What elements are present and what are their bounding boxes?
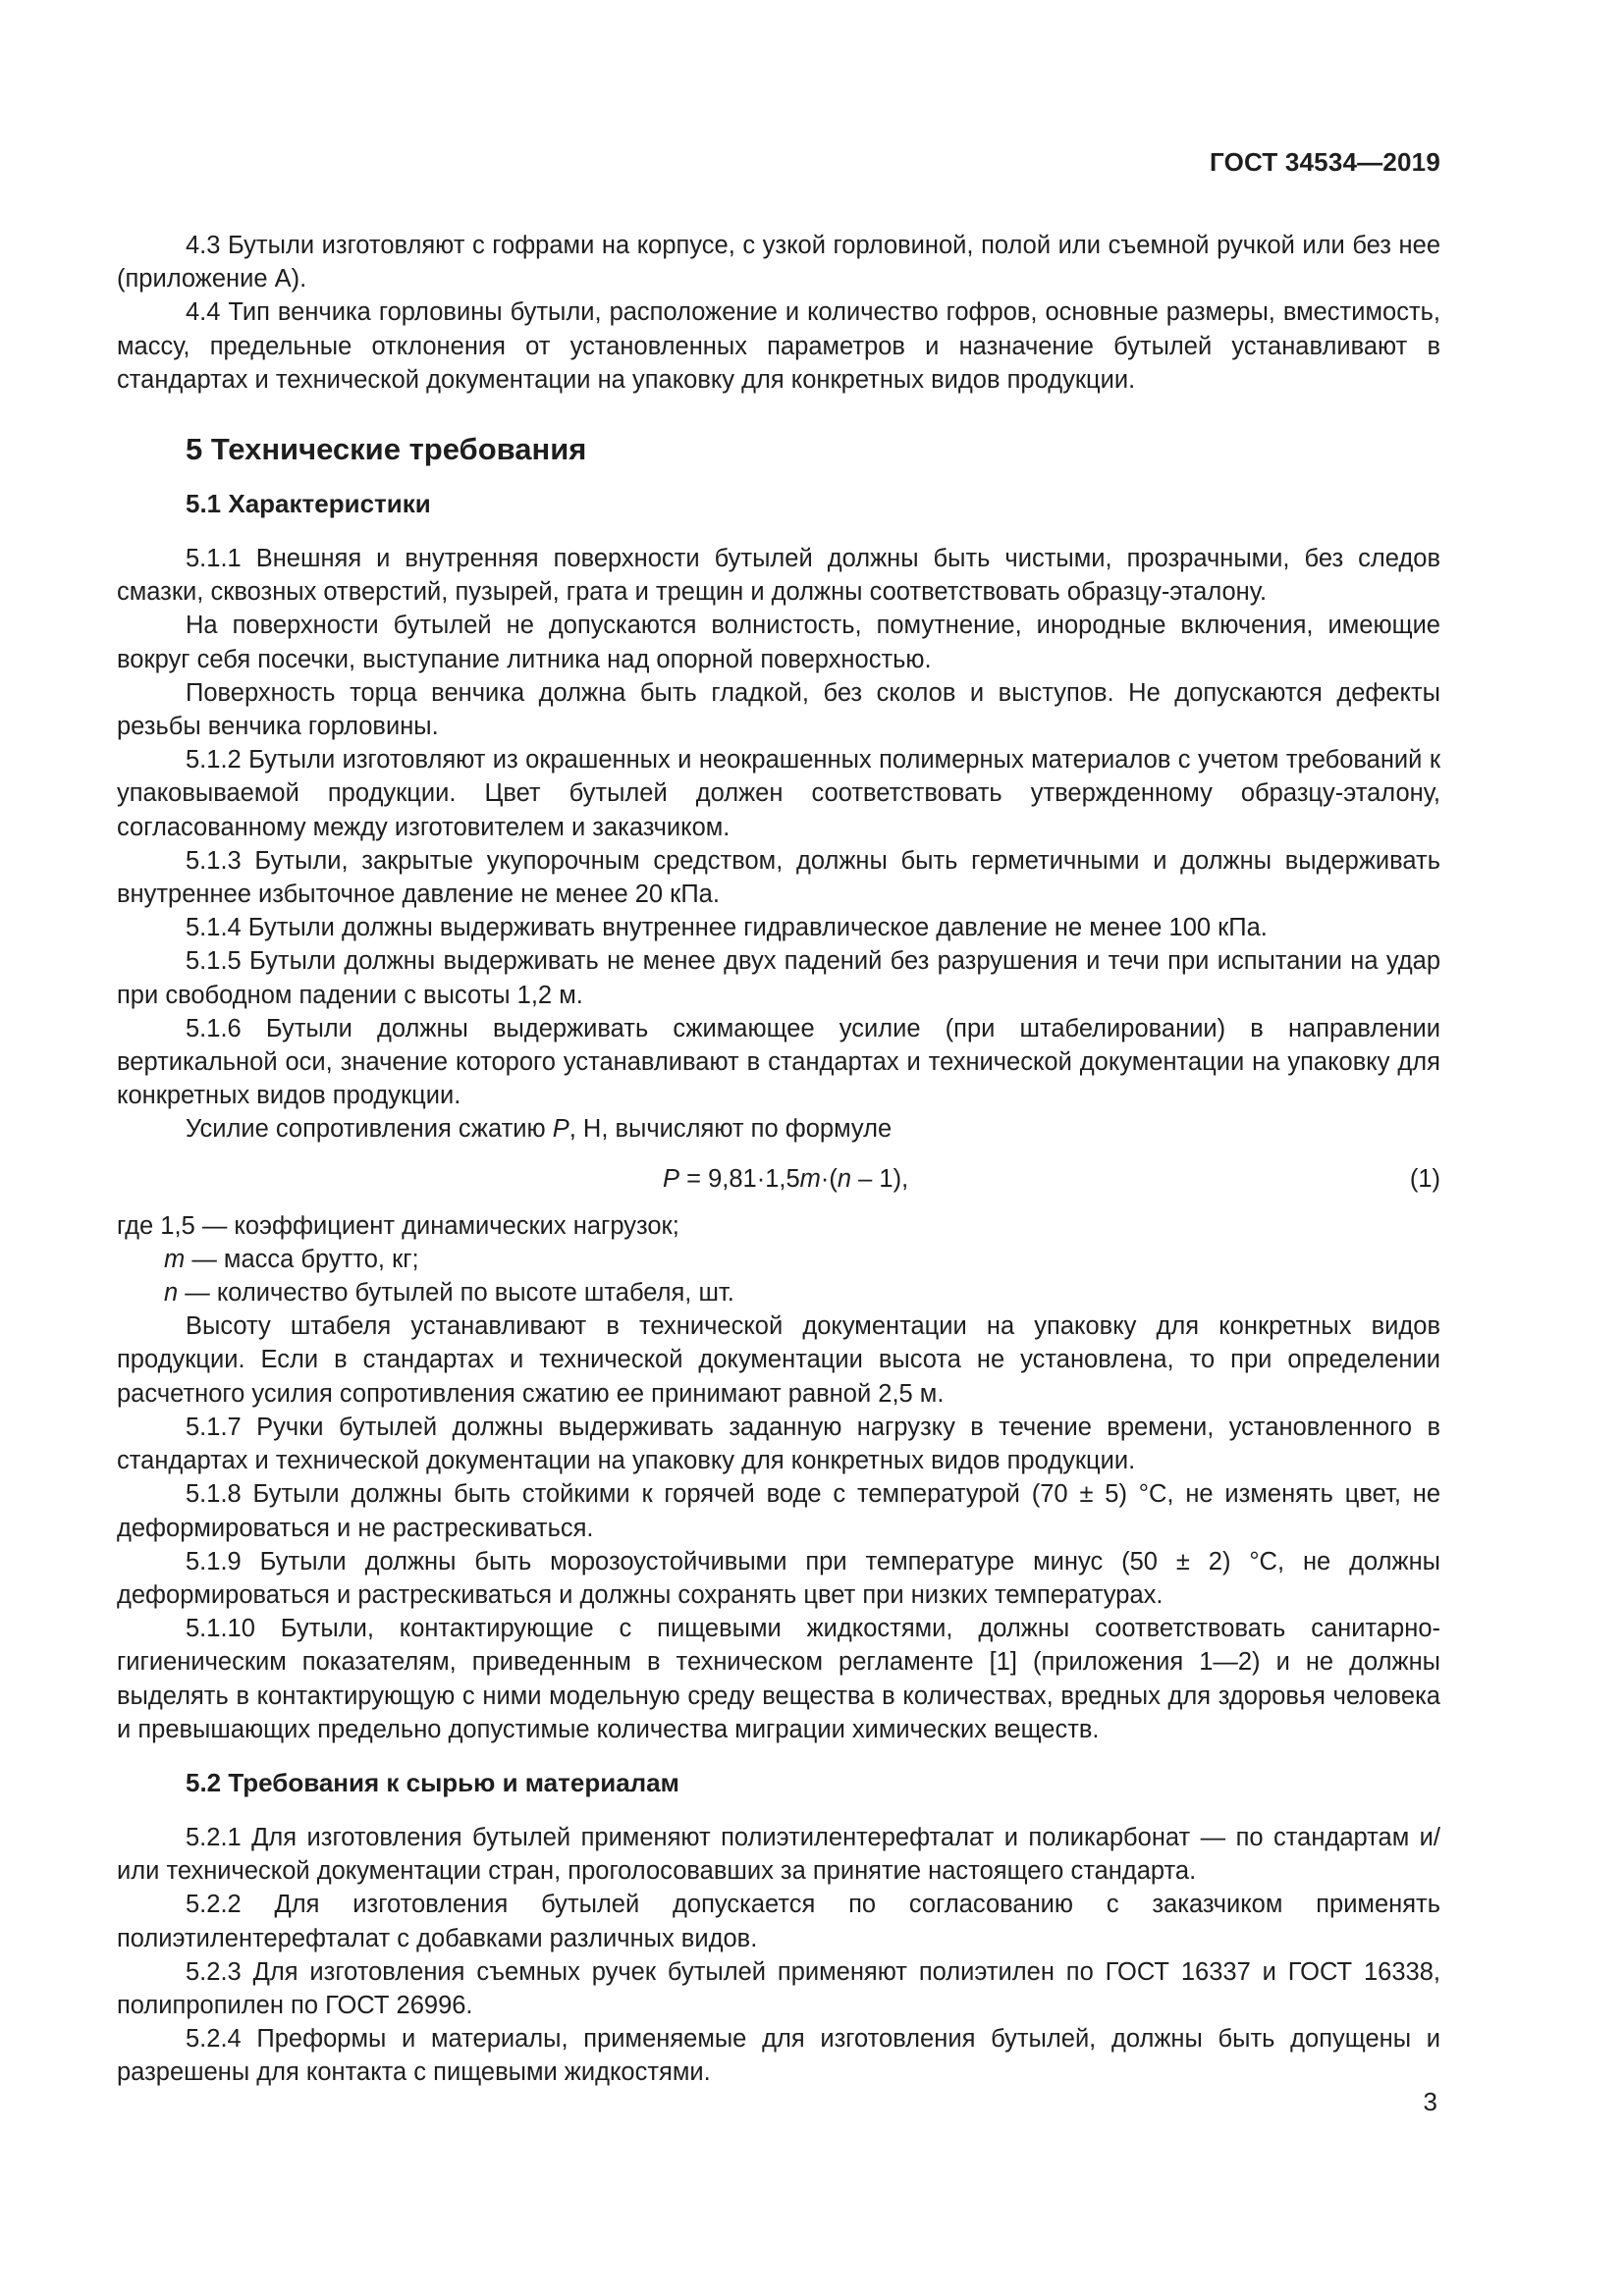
paragraph-5-2-2: 5.2.2 Для изготовления бутылей допускается по согласованию с заказчиком применять полиэтилентерефталат с добавками различных видов. — [117, 1891, 1440, 1952]
paragraph-5-1-8: 5.1.8 Бутыли должны быть стойкими к горячей воде с температурой (70 ± 5) °С, не изменять цвет, не деформироваться и не растрескиваться. — [117, 1480, 1440, 1542]
paragraph-5-1-5: 5.1.5 Бутыли должны выдерживать не менее двух падений без разрушения и течи при испытании на удар при свободном падении с высоты 1,2 м. — [117, 947, 1440, 1009]
section-5-title: 5 Технические требования — [186, 432, 587, 467]
formula-var-m: m — [799, 1164, 821, 1193]
where-mass-text: — масса брутто, кг; — [185, 1245, 419, 1273]
where-coefficient: где 1,5 — коэффициент динамических нагрузок; — [117, 1211, 679, 1240]
formula-part-1: = 9,81·1,5 — [679, 1164, 800, 1193]
where-count — [117, 1276, 1440, 1309]
paragraph-5-1-9: 5.1.9 Бутыли должны быть морозоустойчивыми при температуре минус (50 ± 2) °С, не должны деформироваться и растрескиваться и должны сохранять цвет при низких температурах. — [117, 1547, 1440, 1609]
paragraph-5-2-4: 5.2.4 Преформы и материалы, применяемые для изготовления бутылей, должны быть допущены и разрешены для контакта с пищевыми жидкостями. — [117, 2025, 1440, 2087]
paragraph-5-1-1-surface: На поверхности бутылей не допускаются волнистость, помутнение, инородные включения, имеющие вокруг себя посечки, выступание литника над опорной поверхностью. — [117, 612, 1440, 673]
formula-number: (1) — [1409, 1164, 1440, 1193]
formula-lhs: P — [663, 1164, 680, 1193]
where-mass-variable: m — [164, 1245, 186, 1273]
formula-part-2: ·( — [820, 1164, 838, 1193]
paragraph-5-1-7: 5.1.7 Ручки бутылей должны выдерживать заданную нагрузку в течение времени, установленного в стандартах и технической документации на упаковку для конкретных видов продукции. — [117, 1413, 1440, 1475]
paragraph-5-2-1: 5.2.1 Для изготовления бутылей применяют полиэтилентерефталат и поликарбонат — по стандартам и/или технической документации стран, проголосовавших за принятие настоящего стандарта. — [117, 1823, 1440, 1886]
formula-row — [117, 1162, 1440, 1196]
paragraph-4-4: 4.4 Тип венчика горловины бутыли, расположение и количество гофров, основные размеры, вместимость, массу, предельные отклонения от установленных параметров и назначение бутылей устанавливают в стандартах и технической документации на упаковку для конкретных видов продукции. — [117, 298, 1440, 394]
formula-part-3: – 1), — [851, 1164, 909, 1193]
where-count-text: — количество бутылей по высоте штабеля, шт. — [178, 1279, 734, 1308]
formula-intro — [117, 1112, 1440, 1146]
formula-intro-variable: P — [552, 1115, 569, 1144]
paragraph-5-1-3: 5.1.3 Бутыли, закрытые укупорочным средством, должны быть герметичными и должны выдерживать внутреннее избыточное давление не менее 20 кПа. — [117, 846, 1440, 909]
page-number: 3 — [1423, 2087, 1437, 2116]
paragraph-5-1-4: 5.1.4 Бутыли должны выдерживать внутреннее гидравлическое давление не менее 100 кПа. — [186, 914, 1268, 942]
subsection-5-2-title: 5.2 Требования к сырью и материалам — [186, 1767, 679, 1797]
where-count-variable: n — [164, 1279, 179, 1308]
document-body — [117, 229, 1440, 2090]
paragraph-5-1-10: 5.1.10 Бутыли, контактирующие с пищевыми жидкостями, должны соответствовать санитарно-гигиеническим показателям, приведенным в техническом регламенте [1] (приложения 1—2) и не должны выделять в контактирующую с ними модельную среду вещества в количествах, вредных для здоровья человека и превышающих предельно допустимые количества миграции химических веществ. — [117, 1615, 1440, 1743]
subsection-5-1-title: 5.1 Характеристики — [186, 489, 431, 519]
formula-intro-text-b: , Н, вычисляют по формуле — [568, 1115, 893, 1144]
paragraph-5-1-1-neck: Поверхность торца венчика должна быть гладкой, без сколов и выступов. Не допускаются дефекты резьбы венчика горловины. — [117, 678, 1440, 741]
formula-intro-text-a: Усилие сопротивления сжатию — [186, 1115, 553, 1144]
document-code-header: ГОСТ 34534—2019 — [1210, 147, 1440, 177]
paragraph-5-1-6: 5.1.6 Бутыли должны выдерживать сжимающее усилие (при штабелировании) в направлении вертикальной оси, значение которого устанавливают в стандартах и технической документации на упаковку для конкретных видов продукции. — [117, 1014, 1440, 1110]
paragraph-4-3: 4.3 Бутыли изготовляют с гофрами на корпусе, с узкой горловиной, полой или съемной ручкой или без нее (приложение А). — [117, 232, 1440, 294]
formula-var-n: n — [837, 1164, 852, 1193]
paragraph-5-2-3: 5.2.3 Для изготовления съемных ручек бутылей применяют полиэтилен по ГОСТ 16337 и ГОСТ 16338, полипропилен по ГОСТ 26996. — [117, 1957, 1440, 2019]
paragraph-stack-height: Высоту штабеля устанавливают в технической документации на упаковку для конкретных видов продукции. Если в стандартах и технической документации высота не установлена, то при определении расчетного усилия сопротивления сжатию ее принимают равной 2,5 м. — [117, 1312, 1440, 1408]
paragraph-5-1-2: 5.1.2 Бутыли изготовляют из окрашенных и неокрашенных полимерных материалов с учетом требований к упаковываемой продукции. Цвет бутылей должен соответствовать утвержденному образцу-эталону, согласованному между изготовителем и заказчиком. — [117, 746, 1440, 841]
where-mass — [117, 1243, 1440, 1276]
formula — [663, 1162, 908, 1196]
paragraph-5-1-1: 5.1.1 Внешняя и внутренняя поверхности бутылей должны быть чистыми, прозрачными, без следов смазки, сквозных отверстий, пузырей, грата и трещин и должны соответствовать образцу-эталону. — [117, 545, 1440, 607]
